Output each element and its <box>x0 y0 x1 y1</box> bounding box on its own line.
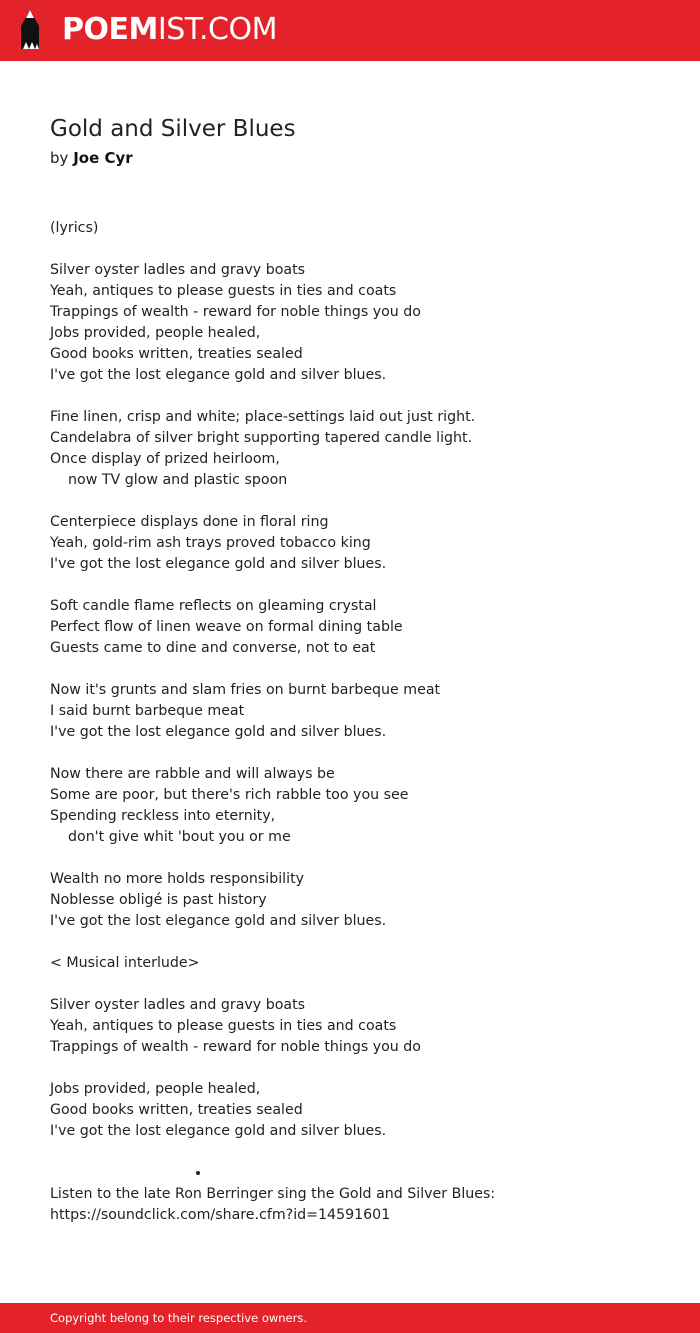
blank-line <box>50 491 670 512</box>
by-label: by <box>50 149 69 167</box>
poem-line: I've got the lost elegance gold and silver blues. <box>50 367 387 383</box>
poem-line: Trappings of wealth - reward for noble things you do <box>50 304 421 320</box>
poem-line: Noblesse obligé is past history <box>50 892 267 908</box>
separator-dot <box>196 1171 200 1175</box>
blank-line <box>50 1163 670 1184</box>
poem-line: now TV glow and plastic spoon <box>50 472 288 488</box>
blank-line <box>50 575 670 596</box>
logo-bold: POEM <box>62 12 158 47</box>
poem-line: Listen to the late Ron Berringer sing the Gold and Silver Blues: <box>50 1186 496 1202</box>
poem-line: https://soundclick.com/share.cfm?id=14591601 <box>50 1207 391 1223</box>
poem-line: Jobs provided, people healed, <box>50 1081 261 1097</box>
blank-line <box>50 386 670 407</box>
poem-title: Gold and Silver Blues <box>50 116 296 142</box>
poem-line: Good books written, treaties sealed <box>50 1102 303 1118</box>
pencil-logo-icon[interactable] <box>17 9 43 51</box>
poem-line: Silver oyster ladles and gravy boats <box>50 262 306 278</box>
poem-line: Now it's grunts and slam fries on burnt barbeque meat <box>50 682 441 698</box>
blank-line <box>50 974 670 995</box>
poem-line: Jobs provided, people healed, <box>50 325 261 341</box>
poem-line: I've got the lost elegance gold and silver blues. <box>50 724 387 740</box>
blank-line <box>50 848 670 869</box>
poem-line: Spending reckless into eternity, <box>50 808 276 824</box>
poem-line: Fine linen, crisp and white; place-settings laid out just right. <box>50 409 476 425</box>
site-logo-text[interactable] <box>62 12 277 48</box>
poem-line: Candelabra of silver bright supporting tapered candle light. <box>50 430 473 446</box>
poem-line: I've got the lost elegance gold and silver blues. <box>50 1123 387 1139</box>
byline <box>50 149 133 167</box>
site-footer <box>0 1303 700 1333</box>
poem-line: Centerpiece displays done in floral ring <box>50 514 329 530</box>
poem-line: Good books written, treaties sealed <box>50 346 303 362</box>
blank-line <box>50 239 670 260</box>
author-name[interactable]: Joe Cyr <box>73 149 133 167</box>
poem-line: Yeah, gold-rim ash trays proved tobacco king <box>50 535 371 551</box>
copyright-text: Copyright belong to their respective owners. <box>50 1311 308 1325</box>
poem-line: don't give whit 'bout you or me <box>50 829 291 845</box>
poem-line: Some are poor, but there's rich rabble too you see <box>50 787 409 803</box>
poem-body <box>50 218 670 1226</box>
blank-line <box>50 743 670 764</box>
poem-line: Guests came to dine and converse, not to eat <box>50 640 376 656</box>
poem-line: (lyrics) <box>50 220 99 236</box>
logo-light: IST.COM <box>157 12 277 47</box>
poem-line: I've got the lost elegance gold and silver blues. <box>50 556 387 572</box>
poem-line: Yeah, antiques to please guests in ties and coats <box>50 1018 397 1034</box>
blank-line <box>50 659 670 680</box>
blank-line <box>50 932 670 953</box>
poem-line: < Musical interlude> <box>50 955 200 971</box>
poem-line: Wealth no more holds responsibility <box>50 871 305 887</box>
poem-line: Soft candle flame reflects on gleaming crystal <box>50 598 377 614</box>
blank-line <box>50 1058 670 1079</box>
poem-line: I've got the lost elegance gold and silver blues. <box>50 913 387 929</box>
poem-line: Trappings of wealth - reward for noble things you do <box>50 1039 421 1055</box>
poem-line: Silver oyster ladles and gravy boats <box>50 997 306 1013</box>
poem-line: Perfect flow of linen weave on formal dining table <box>50 619 403 635</box>
poem-line: Now there are rabble and will always be <box>50 766 335 782</box>
poem-line: I said burnt barbeque meat <box>50 703 245 719</box>
blank-line <box>50 1142 670 1163</box>
poem-line: Once display of prized heirloom, <box>50 451 280 467</box>
poem-line: Yeah, antiques to please guests in ties and coats <box>50 283 397 299</box>
site-header <box>0 0 700 61</box>
